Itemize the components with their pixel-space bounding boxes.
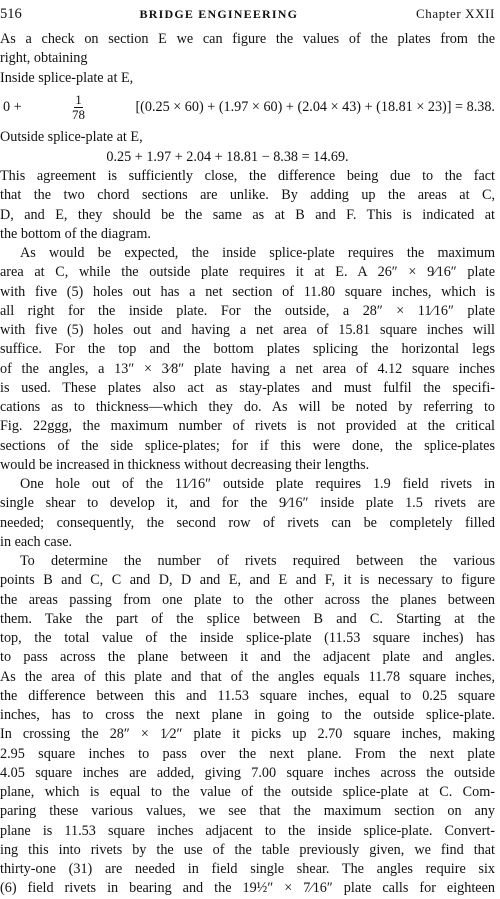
text-line: One hole out of the 11⁄16″ outside plate requires 1.9 field rivets in — [20, 476, 495, 492]
text-line: single shear to develop it, and for the 9⁄16″ inside plate 1.5 rivets are — [0, 495, 495, 512]
text-line: cations as to thickness—which they do. As will be noted by referring to — [0, 399, 495, 415]
page-number: 516 — [0, 6, 22, 22]
text-line: right, obtaining — [0, 50, 88, 67]
text-line: the bottom of the diagram. — [0, 225, 151, 242]
text-line: 4.05 square inches are added, giving 7.00 square inches across the outside — [0, 764, 495, 781]
equation-outside-plate: 0.25 + 1.97 + 2.04 + 18.81 − 8.38 = 14.69. — [106, 149, 349, 165]
equation-inside-plate — [0, 88, 495, 128]
chapter-label: Chapter XXII — [415, 6, 495, 21]
equation-fraction — [72, 93, 85, 122]
text-line: As would be expected, the inside splice-plate requires the maximum — [20, 245, 495, 261]
text-line: 2.95 square inches to pass over the next plane. From the next plate — [0, 745, 495, 762]
text-line: thirty-one (31) are needed in field single shear. The angles require six — [0, 861, 495, 877]
text-line: of the angles, a 13″ × 3⁄8″ plate having a net area of 4.12 square inches — [0, 360, 495, 377]
fraction-denominator: 78 — [72, 107, 86, 123]
text-line: would be increased in thickness without decreasing their lengths. — [0, 456, 370, 473]
equation-body: [(0.25 × 60) + (1.97 × 60) + (2.04 × 43) + (18.81 × 23)] = 8.38. — [135, 99, 495, 116]
running-title: BRIDGE ENGINEERING — [139, 7, 299, 21]
text-line: sections of the side splice-plates; for if this were done, the splice-plates — [0, 437, 495, 454]
fraction-numerator: 1 — [75, 92, 82, 108]
text-line: D, and E, they should be the same as at B and F. This is indicated at — [0, 206, 495, 223]
text-line: points B and C, C and D, D and E, and E and F, it is necessary to figure — [0, 572, 495, 589]
text-line: the areas passing from one plate to the other across the planes between — [0, 591, 495, 608]
text-line: suffice. For the top and the bottom plates splicing the horizontal legs — [0, 341, 495, 358]
paragraph — [0, 552, 495, 899]
text-line: This agreement is sufficiently close, the difference being due to the fact — [0, 168, 495, 184]
text-line: plane, which is equal to the value of the outside splice-plate at C. Com- — [0, 784, 495, 800]
text-line: with five (5) holes out has a net section of 11.80 square inches, which is — [0, 283, 495, 300]
text-line: needed; consequently, the second row of rivets can be completely filled — [0, 514, 495, 531]
text-line: them. Take the part of the splice between B and C. Starting at the — [0, 610, 495, 627]
text-line: to pass across the plane between it and the adjacent plate and angles. — [0, 649, 495, 666]
text-line: all right for the inside plate. For the outside, a 28″ × 11⁄16″ plate — [0, 302, 495, 319]
text-line: Fig. 22ggg, the maximum number of rivets is not provided at the critical — [0, 418, 495, 435]
text-line: plane is 11.53 square inches adjacent to the inside splice-plate. Convert- — [0, 822, 495, 839]
text-line: in each case. — [0, 533, 73, 550]
text-line: As a check on section E we can figure the values of the plates from the — [0, 31, 495, 47]
outside-plate-label: Outside splice-plate at E, — [0, 128, 143, 145]
paragraph — [0, 244, 495, 475]
paragraph — [0, 167, 495, 244]
equation-lead: 0 + — [3, 99, 22, 116]
text-line: To determine the number of rivets required between the various — [20, 553, 495, 569]
text-line: top, the total value of the inside splice-plate (11.53 square inches) has — [0, 630, 495, 646]
paragraph — [0, 475, 495, 552]
body-text — [0, 30, 495, 899]
text-line: the difference between this and 11.53 square inches, equal to 0.25 square — [0, 687, 495, 704]
text-line: paring these various values, we see that the maximum section on any — [0, 803, 495, 820]
running-header — [0, 6, 495, 28]
text-line: (6) field rivets in bearing and the 19½″ × 7⁄16″ plate calls for eighteen — [0, 880, 495, 897]
text-line: is used. These plates also act as stay-plates and must fulfil the specifi- — [0, 379, 495, 396]
text-line: As the area of this plate and that of the angles equals 11.78 square inches, — [0, 668, 495, 685]
intro-block — [0, 30, 495, 88]
text-line: area at C, while the outside plate requires it at E. A 26″ × 9⁄16″ plate — [0, 264, 495, 281]
text-line: that the two chord sections are unlike. By adding up the areas at C, — [0, 187, 495, 204]
text-line: inches, has to cross the next plane in going to the outside splice-plate. — [0, 707, 495, 723]
text-line: In crossing the 28″ × 1⁄2″ plate it picks up 2.70 square inches, making — [0, 726, 495, 743]
text-line: with five (5) holes out and having a net area of 15.81 square inches will — [0, 322, 495, 338]
text-line: Inside splice-plate at E, — [0, 69, 134, 86]
text-line: ing this into rivets by the use of the table previously given, we find that — [0, 841, 495, 858]
